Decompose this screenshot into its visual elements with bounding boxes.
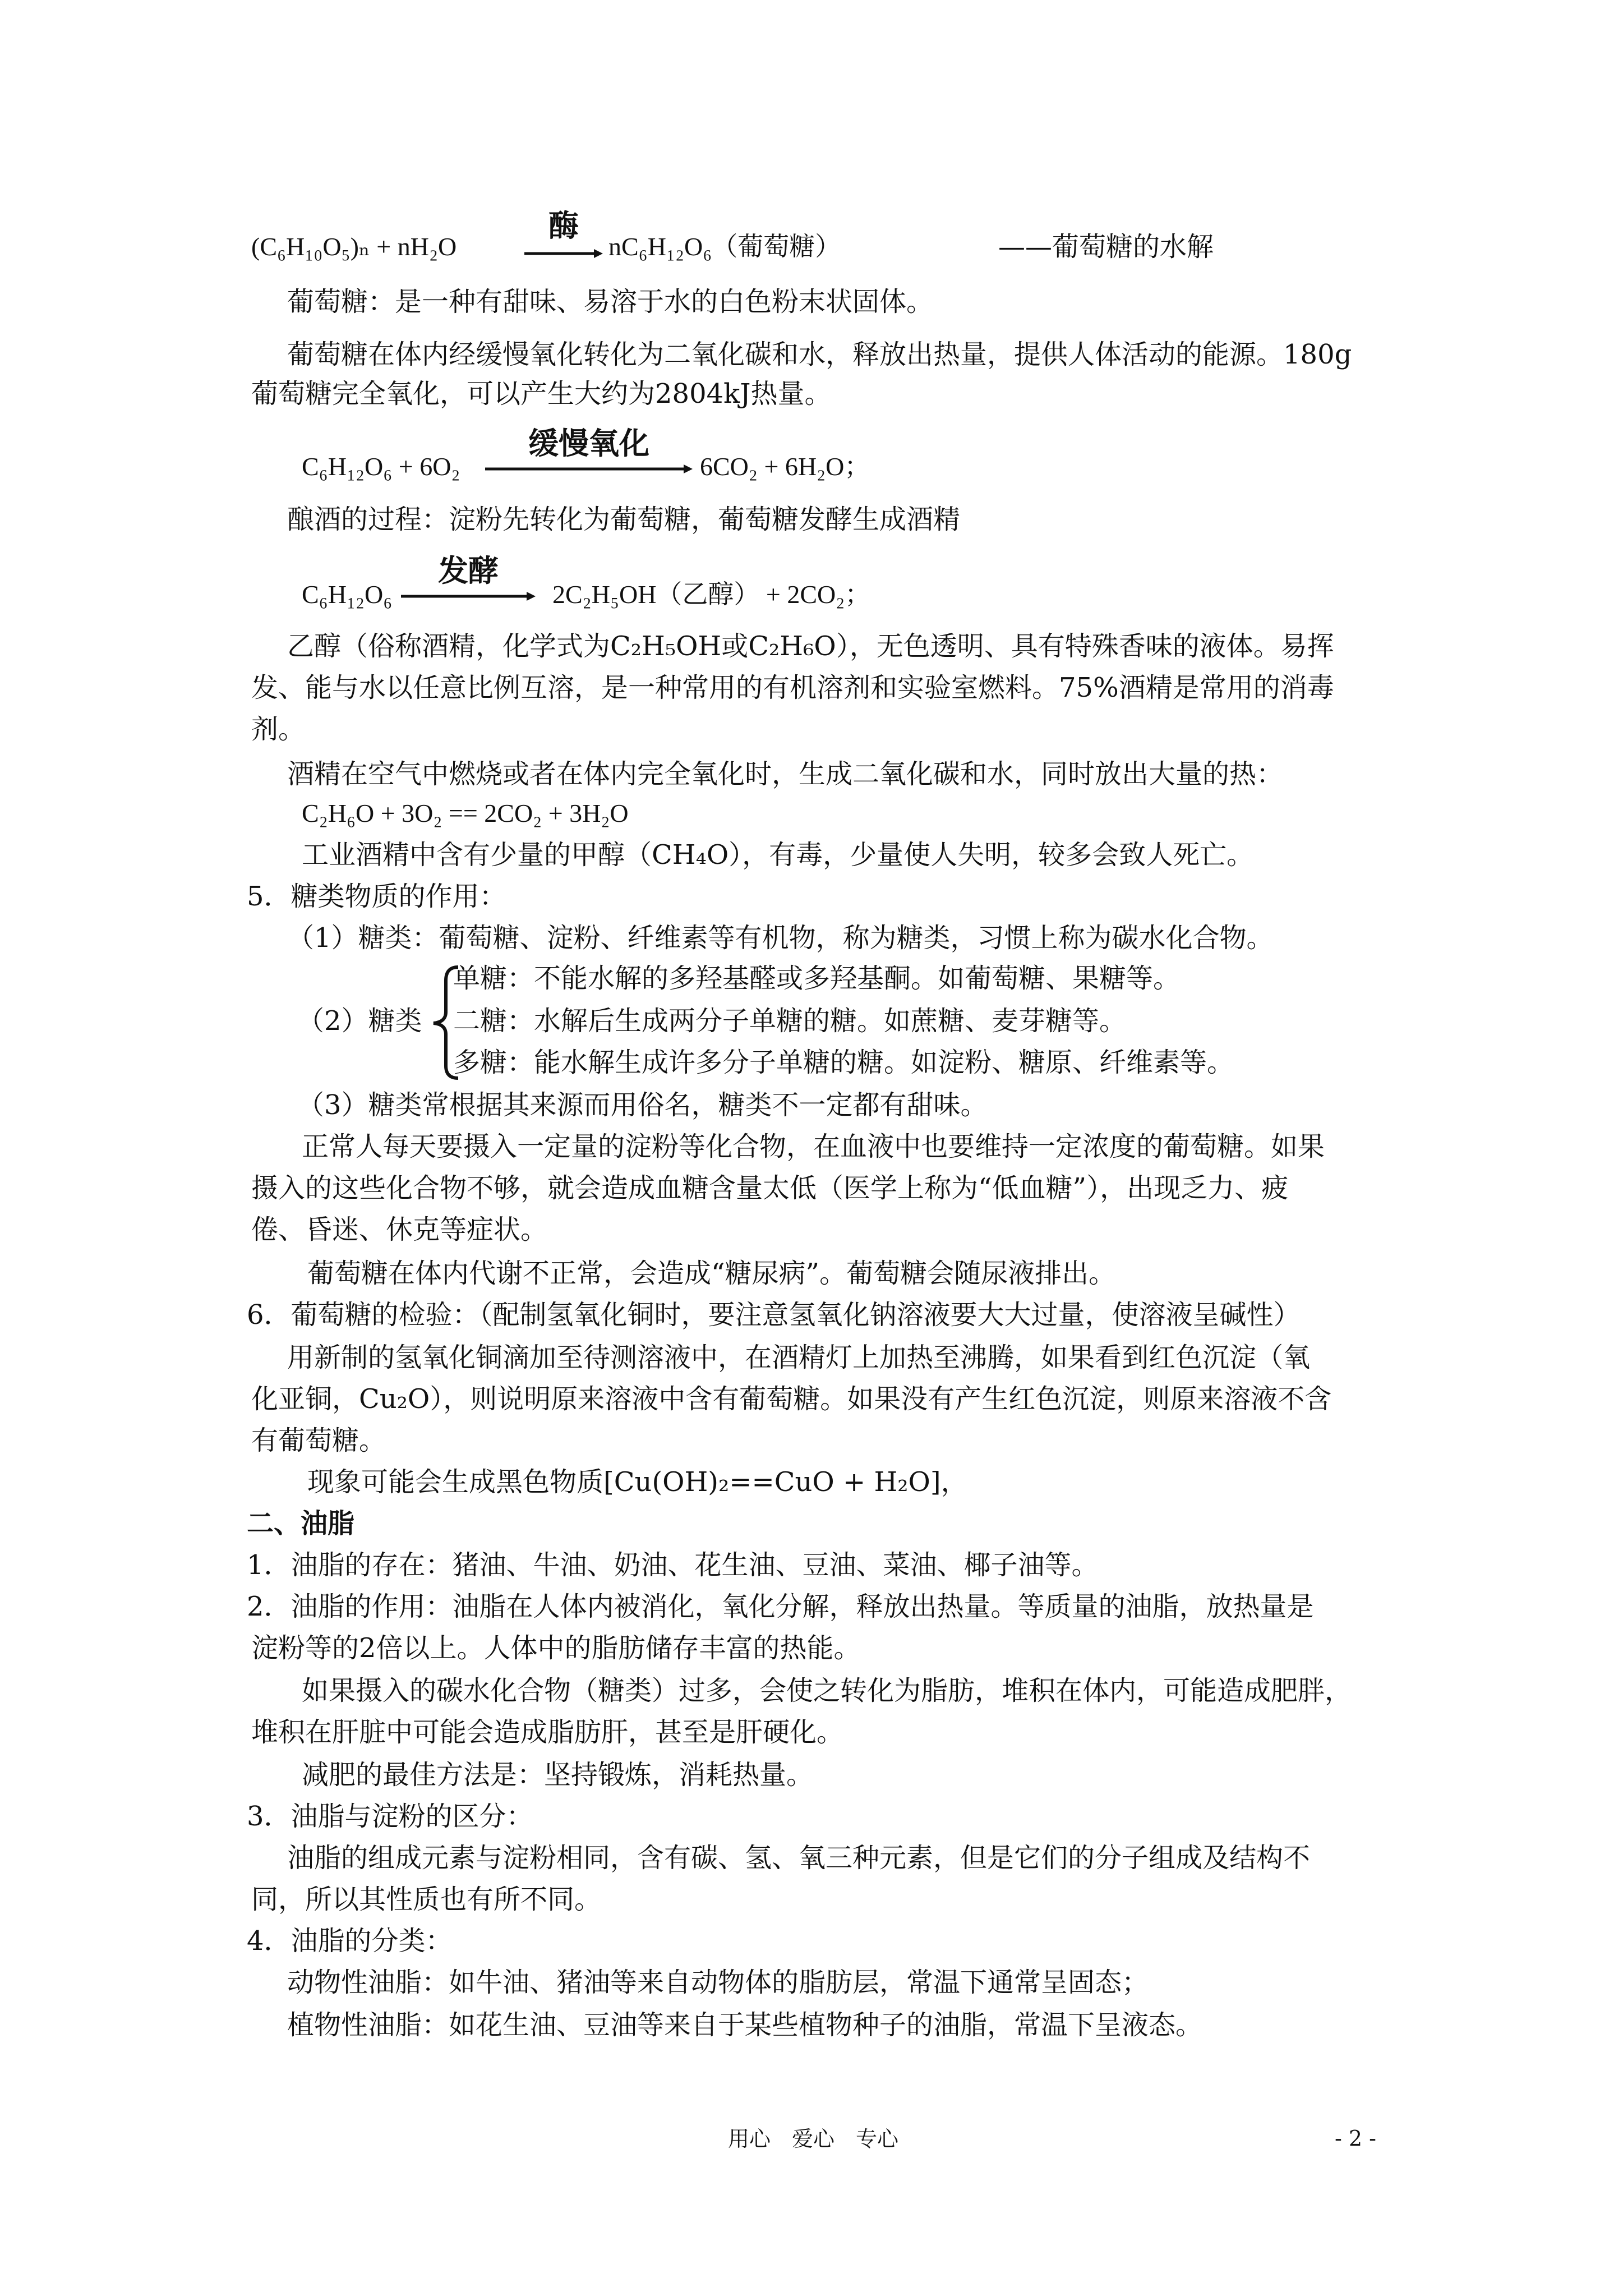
p-normal-2: 摄入的这些化合物不够，就会造成血糖含量太低（医学上称为“低血糖”），出现乏力、疲 <box>251 1172 1289 1204</box>
section-6-heading: 6．葡萄糖的检验：（配制氢氧化铜时，要注意氢氧化钠溶液要大大过量，使溶液呈碱性） <box>247 1299 1301 1331</box>
eq1-lhs: (C₆H₁₀O₅)ₙ + nH₂O <box>251 232 457 261</box>
f1: 1．油脂的存在：猪油、牛油、奶油、花生油、豆油、菜油、椰子油等。 <box>247 1549 1099 1581</box>
f4: 4．油脂的分类： <box>247 1925 453 1957</box>
p5-2-label: （2）糖类 <box>297 1005 422 1037</box>
p-methanol: 工业酒精中含有少量的甲醇（CH₄O），有毒，少量使人失明，较多会致人死亡。 <box>302 839 1254 871</box>
section-5-heading: 5．糖类物质的作用： <box>247 881 506 912</box>
p-normal-3: 倦、昏迷、休克等症状。 <box>251 1214 548 1245</box>
arrow-icon <box>401 591 536 602</box>
f2-3: 如果摄入的碳水化合物（糖类）过多，会使之转化为脂肪，堆积在体内，可能造成肥胖， <box>302 1675 1352 1706</box>
eq3-condition: 发酵 <box>438 553 499 588</box>
f4-2: 植物性油脂：如花生油、豆油等来自于某些植物种子的油脂，常温下呈液态。 <box>287 2009 1203 2041</box>
p-brew: 酿酒的过程：淀粉先转化为葡萄糖，葡萄糖发酵生成酒精 <box>287 504 961 535</box>
eq1-note: ——葡萄糖的水解 <box>998 231 1214 263</box>
eq1-rhs: nC₆H₁₂O₆（葡萄糖） <box>608 232 841 261</box>
section-fat-heading: 二、油脂 <box>247 1508 355 1539</box>
eq2-condition: 缓慢氧化 <box>528 426 649 461</box>
f3: 3．油脂与淀粉的区分： <box>247 1801 533 1832</box>
sugar-type-di: 二糖：水解后生成两分子单糖的糖。如蔗糖、麦芽糖等。 <box>453 1005 1127 1037</box>
eq1-condition: 酶 <box>548 208 579 243</box>
p5-1: （1）糖类：葡萄糖、淀粉、纤维素等有机物，称为糖类，习惯上称为碳水化合物。 <box>287 922 1274 954</box>
f3-1: 油脂的组成元素与淀粉相同，含有碳、氢、氧三种元素，但是它们的分子组成及结构不 <box>287 1842 1311 1874</box>
p6-2: 化亚铜，Cu₂O），则说明原来溶液中含有葡萄糖。如果没有产生红色沉淀，则原来溶液不含 <box>251 1383 1332 1415</box>
eq2-arrow <box>485 420 693 481</box>
p6-3: 有葡萄糖。 <box>251 1425 386 1456</box>
arrow-icon <box>485 463 693 475</box>
f2-4: 堆积在肝脏中可能会造成脂肪肝，甚至是肝硬化。 <box>251 1717 844 1748</box>
p-diabetes: 葡萄糖在体内代谢不正常，会造成“糖尿病”。葡萄糖会随尿液排出。 <box>307 1258 1116 1289</box>
page-number: - 2 - <box>1335 2126 1377 2151</box>
p-glucose-def: 葡萄糖：是一种有甜味、易溶于水的白色粉末状固体。 <box>287 286 934 318</box>
eq2-rhs: 6CO₂ + 6H₂O； <box>700 452 870 481</box>
eq2-lhs: C₆H₁₂O₆ + 6O₂ <box>302 452 460 481</box>
sugar-type-mono: 单糖：不能水解的多羟基醛或多羟基酮。如葡萄糖、果糖等。 <box>453 963 1181 994</box>
p6-1: 用新制的氢氧化铜滴加至待测溶液中，在酒精灯上加热至沸腾，如果看到红色沉淀（氧 <box>287 1342 1311 1373</box>
eq3-arrow <box>401 547 536 609</box>
footer-center: 用心 爱心 专心 <box>728 2127 899 2151</box>
eq4: C₂H₆O + 3O₂ == 2CO₂ + 3H₂O <box>302 799 629 827</box>
p5-3: （3）糖类常根据其来源而用俗名，糖类不一定都有甜味。 <box>297 1089 988 1121</box>
p-ethanol-2: 发、能与水以任意比例互溶，是一种常用的有机溶剂和实验室燃料。75%酒精是常用的消毒 <box>251 672 1334 703</box>
p-ethanol-1: 乙醇（俗称酒精，化学式为C₂H₅OH或C₂H₆O），无色透明、具有特殊香味的液体。易挥 <box>287 631 1334 662</box>
f3-2: 同，所以其性质也有所不同。 <box>251 1884 602 1915</box>
f4-1: 动物性油脂：如牛油、猪油等来自动物体的脂肪层，常温下通常呈固态； <box>287 1967 1149 1998</box>
sugar-type-poly: 多糖：能水解生成许多分子单糖的糖。如淀粉、糖原、纤维素等。 <box>453 1047 1234 1078</box>
p-glucose-ox-2: 葡萄糖完全氧化，可以产生大约为2804kJ热量。 <box>251 378 832 409</box>
p-burn: 酒精在空气中燃烧或者在体内完全氧化时，生成二氧化碳和水，同时放出大量的热： <box>287 758 1284 790</box>
eq3-lhs: C₆H₁₂O₆ <box>302 580 393 609</box>
p-ethanol-3: 剂。 <box>251 714 306 745</box>
eq1-arrow <box>524 208 603 269</box>
f2-2: 淀粉等的2倍以上。人体中的脂肪储存丰富的热能。 <box>251 1632 861 1664</box>
f2-1: 2．油脂的作用：油脂在人体内被消化，氧化分解，释放出热量。等质量的油脂，放热量是 <box>247 1591 1314 1622</box>
f2-5: 减肥的最佳方法是：坚持锻炼，消耗热量。 <box>302 1759 814 1791</box>
arrow-icon <box>524 248 603 259</box>
p-glucose-ox-1: 葡萄糖在体内经缓慢氧化转化为二氧化碳和水，释放出热量，提供人体活动的能源。180g <box>287 339 1352 370</box>
p6-4: 现象可能会生成黑色物质[Cu(OH)₂==CuO + H₂O]， <box>307 1466 968 1498</box>
p-normal-1: 正常人每天要摄入一定量的淀粉等化合物，在血液中也要维持一定浓度的葡萄糖。如果 <box>302 1131 1325 1162</box>
eq3-rhs: 2C₂H₅OH（乙醇） + 2CO₂； <box>552 580 871 609</box>
